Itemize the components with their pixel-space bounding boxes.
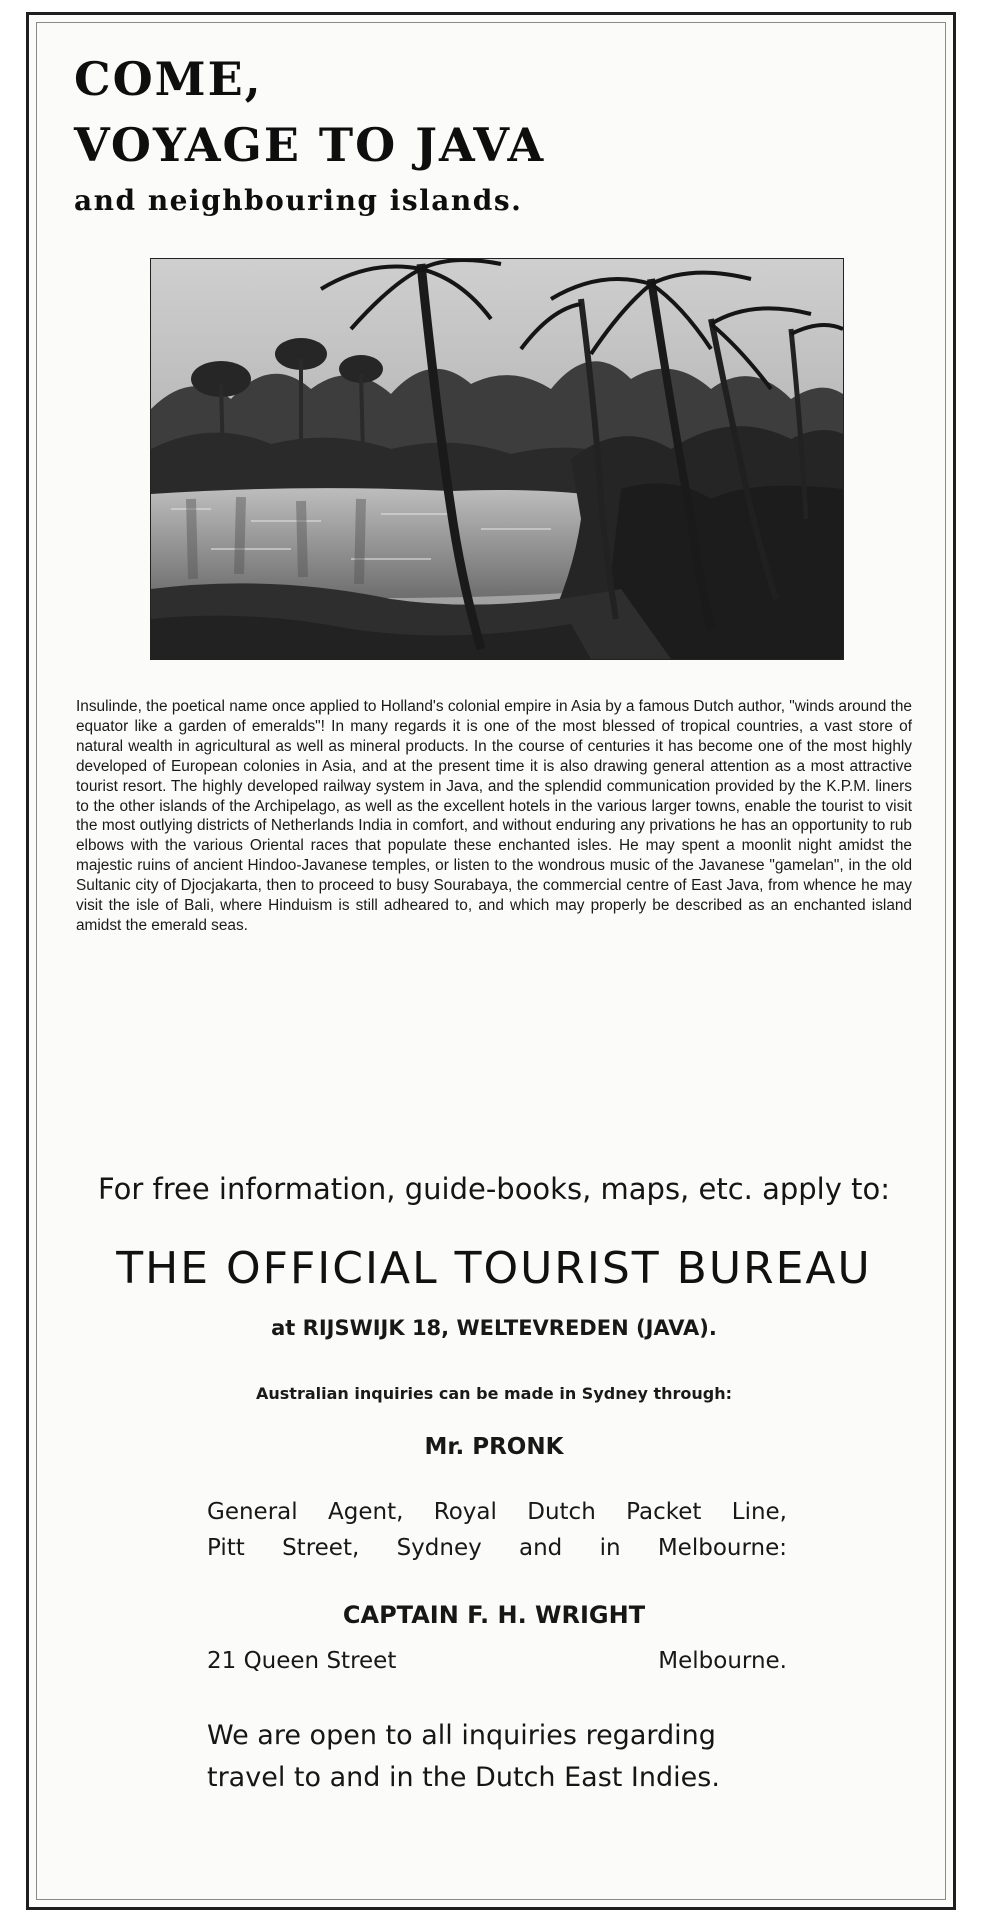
captain-name: CAPTAIN F. H. WRIGHT xyxy=(342,1601,646,1629)
headline-come: COME, xyxy=(74,52,263,106)
bureau-address: at RIJSWIJK 18, WELTEVREDEN (JAVA). xyxy=(271,1316,717,1340)
captain-address xyxy=(207,1648,787,1674)
free-information-line: For free information, guide-books, maps, etc. apply to: xyxy=(97,1172,890,1206)
closing-statement xyxy=(207,1715,787,1799)
tourist-bureau-name: THE OFFICIAL TOURIST BUREAU xyxy=(116,1243,872,1294)
headline-voyage-to-java: VOYAGE TO JAVA xyxy=(74,118,546,172)
body-paragraph: Insulinde, the poetical name once applied to Holland's colonial empire in Asia by a famous Dutch author, "winds around the equator like a garden of emeralds"! In many regards it is one of the most blessed of tropical countries, a vast store of natural wealth in agricultural as well as mineral products. In the course of centuries it has become one of the most highly developed of European colonies in Asia, and at the present time it is also drawing general attention as a most attractive tourist resort. The highly developed railway system in Java, and the splendid communication provided by the K.P.M. liners to the other islands of the Archipelago, as well as the excellent hotels in the various larger towns, enable the tourist to visit the most outlying districts of Netherlands India in comfort, and without enduring any privations he has an opportunity to rub elbows with the various Oriental races that populate these enchanted isles. He may spent a moonlit night amidst the majestic ruins of ancient Hindoo-Javanese temples, or listen to the wondrous music of the Javanese "gamelan", in the old Sultanic city of Djocjakarta, then to proceed to busy Sourabaya, the commercial centre of East Java, from whence he may visit the isle of Bali, where Hinduism is still adheared to, and which may properly be described as an enchanted island amidst the emerald seas. xyxy=(76,698,912,934)
tropical-river-photo xyxy=(150,258,844,660)
agent-details-line-2: Pitt Street, Sydney and in Melbourne: xyxy=(207,1535,787,1561)
agent-details-line-1: General Agent, Royal Dutch Packet Line, xyxy=(207,1499,787,1525)
captain-street: 21 Queen Street xyxy=(207,1648,397,1674)
australian-inquiries-line: Australian inquiries can be made in Sydney through: xyxy=(256,1384,732,1403)
agent-details xyxy=(207,1494,787,1566)
captain-city: Melbourne. xyxy=(658,1648,787,1674)
headline-neighbouring-islands: and neighbouring islands. xyxy=(74,184,523,217)
closing-line-2: travel to and in the Dutch East Indies. xyxy=(207,1762,720,1793)
closing-line-1: We are open to all inquiries regarding xyxy=(207,1720,716,1751)
tropical-river-palms-photo-icon xyxy=(151,259,843,659)
agent-name: Mr. PRONK xyxy=(424,1434,564,1460)
